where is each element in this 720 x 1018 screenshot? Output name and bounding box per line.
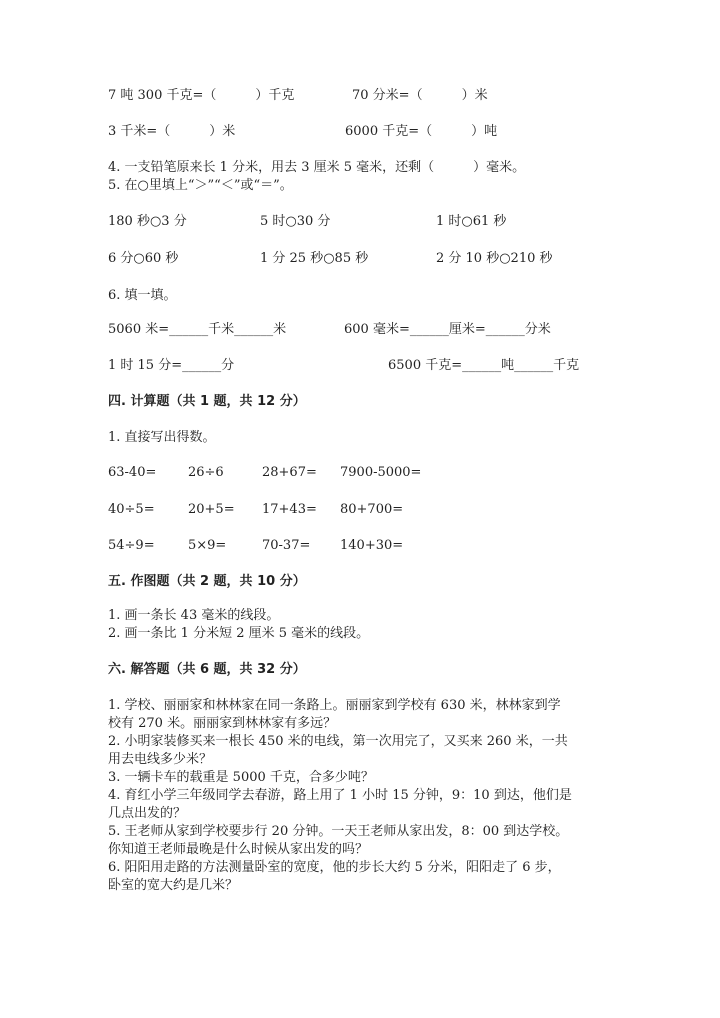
compare-item-3: 1 时○61 秒: [436, 214, 507, 229]
section-4-heading: 四. 计算题（共 1 题，共 12 分）: [108, 394, 306, 409]
answer-question-line: 6. 阳阳用走路的方法测量卧室的宽度，他的步长大约 5 分米，阳阳走了 6 步，: [108, 860, 561, 875]
compare-item-2: 5 时○30 分: [260, 214, 331, 229]
calc-item: 80+700=: [340, 502, 404, 517]
question-6-title: 6. 填一填。: [108, 288, 177, 303]
compare-item-6: 2 分 10 秒○210 秒: [436, 251, 553, 266]
calc-item: 140+30=: [340, 538, 404, 553]
calc-item: 17+43=: [262, 502, 317, 517]
answer-question-line: 你知道王老师最晚是什么时候从家出发的吗？: [108, 842, 369, 857]
conversion-item-2: 70 分米=（ ）米: [352, 88, 488, 103]
fill-item-3: 1 时 15 分=______分: [108, 358, 235, 373]
calc-item: 70-37=: [262, 538, 311, 553]
compare-item-5: 1 分 25 秒○85 秒: [260, 251, 369, 266]
answer-question-line: 几点出发的？: [108, 806, 187, 821]
answer-question-line: 1. 学校、丽丽家和林林家在同一条路上。丽丽家到学校有 630 米，林林家到学: [108, 698, 561, 713]
answer-question-line: 3. 一辆卡车的载重是 5000 千克，合多少吨？: [108, 770, 374, 785]
drawing-question-1: 1. 画一条长 43 毫米的线段。: [108, 608, 280, 623]
calc-item: 28+67=: [262, 465, 317, 480]
calc-item: 40÷5=: [108, 502, 155, 517]
fill-item-4: 6500 千克=______吨______千克: [388, 358, 580, 373]
conversion-item-1: 7 吨 300 千克=（ ）千克: [108, 88, 295, 103]
section-5-heading: 五. 作图题（共 2 题，共 10 分）: [108, 574, 306, 589]
calc-item: 5×9=: [188, 538, 227, 553]
answer-question-line: 卧室的宽大约是几米？: [108, 878, 239, 893]
compare-item-1: 180 秒○3 分: [108, 214, 187, 229]
answer-question-line: 用去电线多少米？: [108, 752, 213, 767]
conversion-item-3: 3 千米=（ ）米: [108, 124, 236, 139]
fill-item-1: 5060 米=______千米______米: [108, 322, 287, 337]
answer-question-line: 校有 270 米。丽丽家到林林家有多远？: [108, 716, 337, 731]
fill-item-2: 600 毫米=______厘米=______分米: [344, 322, 551, 337]
drawing-question-2: 2. 画一条比 1 分米短 2 厘米 5 毫米的线段。: [108, 626, 370, 641]
question-4: 4. 一支铅笔原来长 1 分米，用去 3 厘米 5 毫米，还剩（ ）毫米。: [108, 160, 526, 175]
calc-item: 63-40=: [108, 465, 157, 480]
section-4-q1-title: 1. 直接写出得数。: [108, 430, 216, 445]
question-5-title: 5. 在○里填上“＞”“＜”或“＝”。: [108, 178, 293, 193]
answer-question-line: 2. 小明家装修买来一根长 450 米的电线，第一次用完了，又买来 260 米，一共: [108, 734, 568, 749]
compare-item-4: 6 分○60 秒: [108, 251, 179, 266]
calc-item: 20+5=: [188, 502, 235, 517]
calc-item: 54÷9=: [108, 538, 155, 553]
answer-question-line: 4. 育红小学三年级同学去春游，路上用了 1 小时 15 分钟，9：10 到达，他们是: [108, 788, 572, 803]
section-6-heading: 六. 解答题（共 6 题，共 32 分）: [108, 662, 306, 677]
calc-item: 26÷6: [188, 465, 224, 480]
conversion-item-4: 6000 千克=（ ）吨: [345, 124, 498, 139]
calc-item: 7900-5000=: [340, 465, 422, 480]
answer-question-line: 5. 王老师从家到学校要步行 20 分钟。一天王老师从家出发，8：00 到达学校。: [108, 824, 569, 839]
